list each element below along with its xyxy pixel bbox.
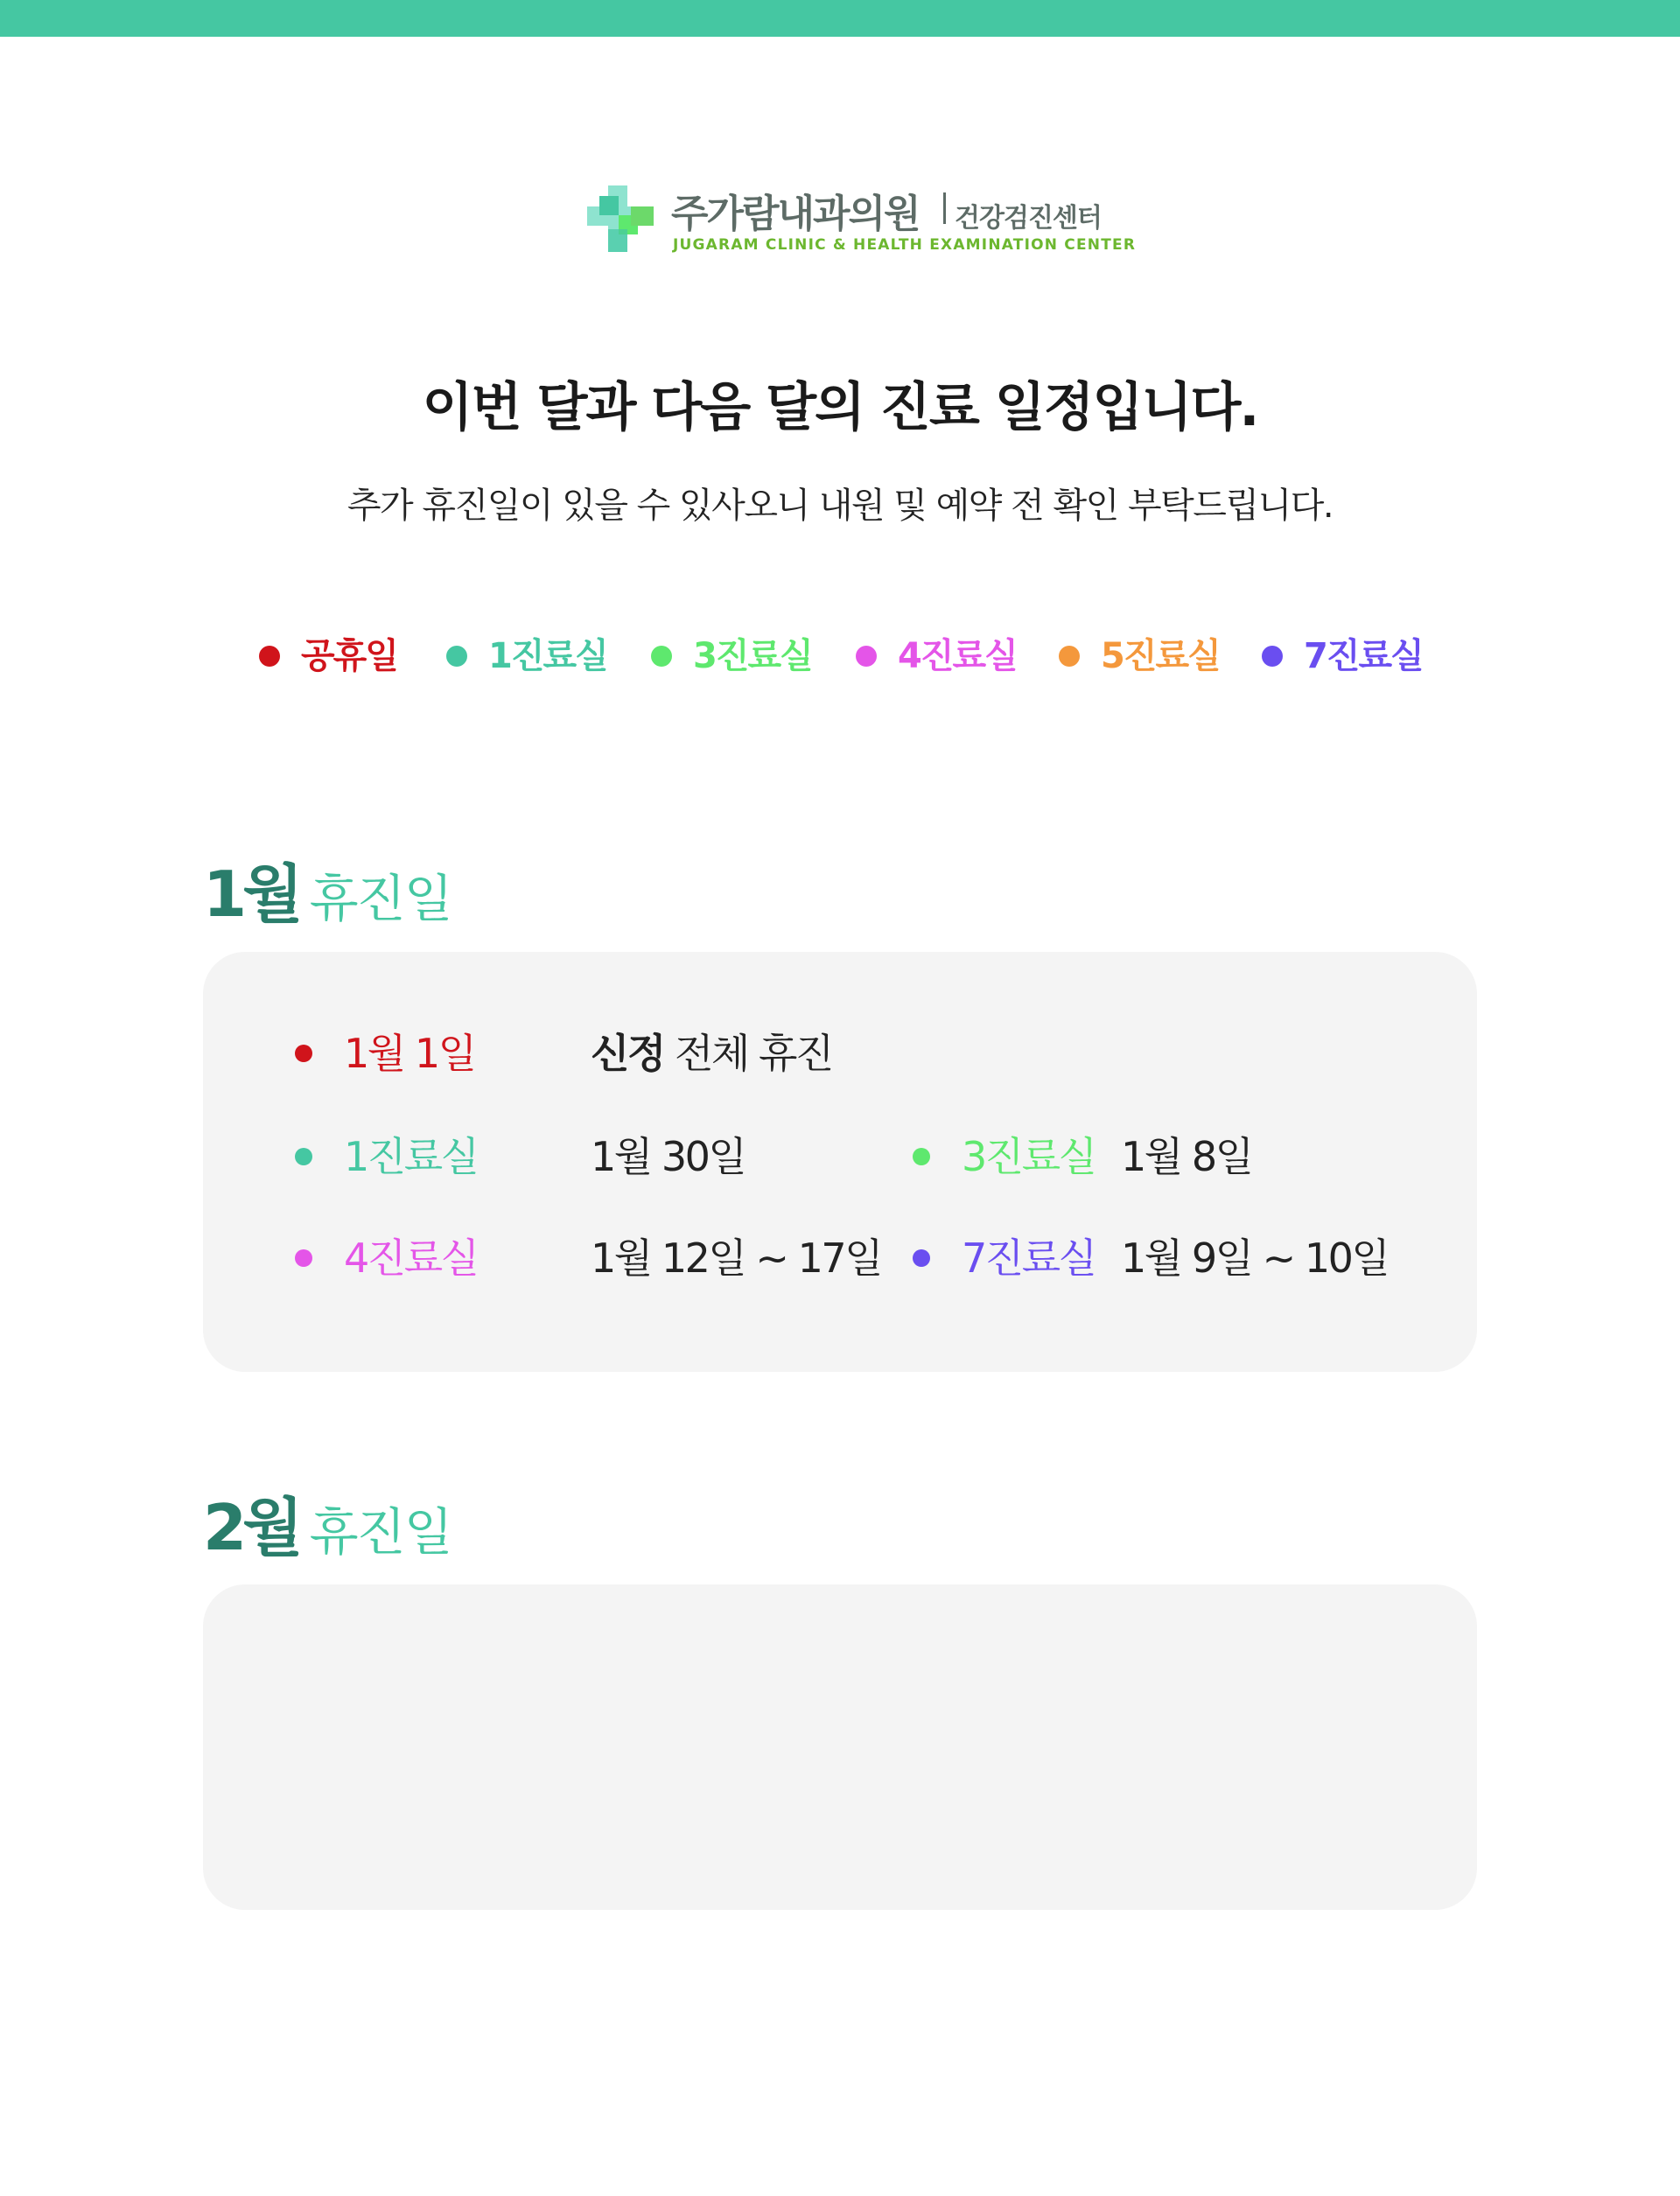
logo-divider [943,192,946,224]
room1-dot-icon [295,1148,312,1165]
medical-cross-icon [587,185,657,255]
january-schedule-card [203,952,1477,1372]
room7-dot-icon [913,1249,930,1267]
page-title: 이번 달과 다음 달의 진료 일정입니다. [422,377,1258,438]
holiday-dot-icon [259,646,280,667]
holiday-note: 전체 휴진 [675,1030,832,1077]
clinic-logo [587,182,1137,254]
room-closure-date: 1월 8일 [1121,1133,1252,1180]
page-subtitle: 추가 휴진일이 있을 수 있사오니 내원 및 예약 전 확인 부탁드립니다. [346,486,1334,526]
holiday-name: 신정 [591,1030,664,1077]
room-closure-date: 1월 12일 ~ 17일 [591,1234,882,1282]
room-closure-date: 1월 30일 [591,1133,746,1180]
room-label: 1진료실 [344,1133,478,1180]
january-heading [203,843,452,931]
legend [259,632,1484,681]
clinic-name: 주가람내과의원 [671,192,920,236]
february-schedule-card [203,1584,1477,1910]
room4-dot-icon [856,646,877,667]
room-closure-date: 1월 9일 ~ 10일 [1121,1234,1389,1282]
legend-label: 4진료실 [898,636,1017,676]
room-label: 4진료실 [344,1234,478,1282]
room3-dot-icon [651,646,672,667]
holiday-date: 1월 1일 [344,1030,475,1077]
month-number: 2월 [203,1491,299,1564]
clinic-subtitle: 건강검진센터 [955,203,1102,234]
room5-dot-icon [1059,646,1080,667]
month-suffix: 휴진일 [309,1502,452,1562]
month-suffix: 휴진일 [309,869,452,928]
legend-label: 3진료실 [693,636,812,676]
holiday-dot-icon [295,1045,312,1062]
room3-dot-icon [913,1148,930,1165]
room4-dot-icon [295,1249,312,1267]
legend-label: 1진료실 [488,636,607,676]
legend-label: 7진료실 [1304,636,1423,676]
legend-label: 5진료실 [1101,636,1220,676]
room7-dot-icon [1262,646,1283,667]
top-accent-bar [0,0,1680,37]
clinic-english-name: JUGARAM CLINIC & HEALTH EXAMINATION CENTER [673,236,1137,254]
room-label: 3진료실 [962,1133,1096,1180]
legend-label: 공휴일 [301,636,397,676]
room-label: 7진료실 [962,1234,1096,1282]
holiday-description [591,1027,832,1080]
february-heading [203,1477,452,1564]
month-number: 1월 [203,857,299,931]
room1-dot-icon [446,646,467,667]
